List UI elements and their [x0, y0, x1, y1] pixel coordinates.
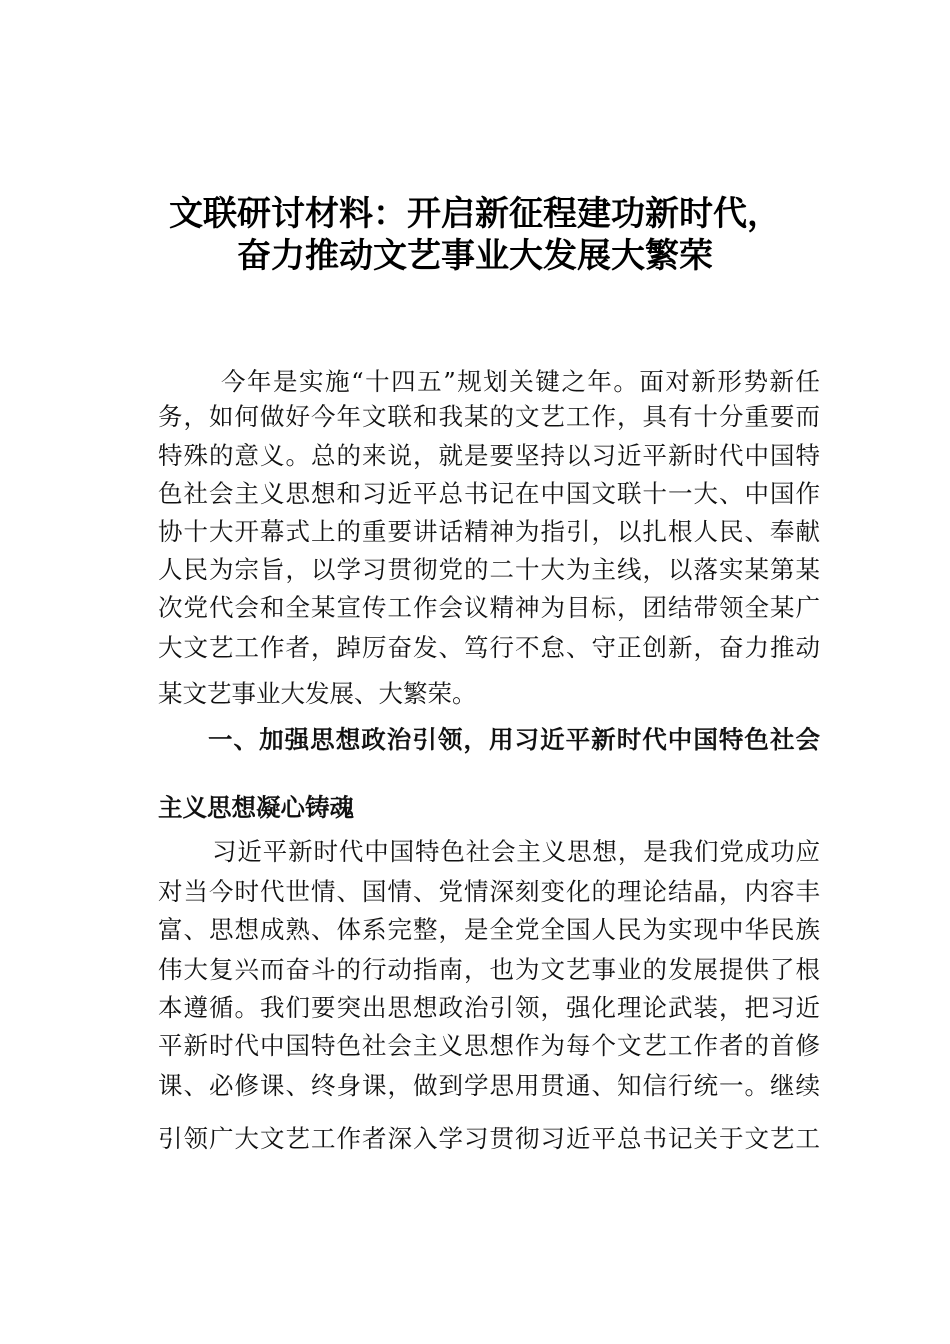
- paragraph-1-line: 务，如何做好今年文联和我某的文艺工作，具有十分重要而: [158, 402, 820, 431]
- paragraph-2-line: 引领广大文艺工作者深入学习贯彻习近平总书记关于文艺工: [158, 1124, 820, 1153]
- paragraph-2-line: 富、思想成熟、体系完整，是全党全国人民为实现中华民族: [158, 915, 820, 944]
- paragraph-2-line: 本遵循。我们要突出思想政治引领，强化理论武装，把习近: [158, 993, 820, 1022]
- paragraph-1-line: 某文艺事业大发展、大繁荣。: [158, 679, 477, 708]
- section-heading-line-1: 一、加强思想政治引领，用习近平新时代中国特色社会: [208, 725, 820, 754]
- paragraph-1-line: 协十大开幕式上的重要讲话精神为指引，以扎根人民、奉献: [158, 517, 820, 546]
- paragraph-1-line: 今年是实施“十四五”规划关键之年。面对新形势新任: [221, 367, 820, 396]
- paragraph-1-line: 大文艺工作者，踔厉奋发、笃行不怠、守正创新，奋力推动: [158, 633, 820, 662]
- paragraph-1-line: 特殊的意义。总的来说，就是要坚持以习近平新时代中国特: [158, 441, 820, 470]
- paragraph-2-line: 伟大复兴而奋斗的行动指南，也为文艺事业的发展提供了根: [158, 955, 820, 984]
- document-title-line-1: 文联研讨材料：开启新征程建功新时代，: [169, 194, 781, 234]
- paragraph-2-line: 习近平新时代中国特色社会主义思想，是我们党成功应: [212, 837, 820, 866]
- document-title-line-2: 奋力推动文艺事业大发展大繁荣: [237, 236, 713, 276]
- paragraph-2-line: 课、必修课、终身课，做到学思用贯通、知信行统一。继续: [158, 1071, 820, 1100]
- paragraph-2-line: 平新时代中国特色社会主义思想作为每个文艺工作者的首修: [158, 1031, 820, 1060]
- section-heading-line-2: 主义思想凝心铸魂: [158, 793, 354, 822]
- paragraph-1-line: 次党代会和全某宣传工作会议精神为目标，团结带领全某广: [158, 593, 820, 622]
- paragraph-1-line: 人民为宗旨，以学习贯彻党的二十大为主线，以落实某第某: [158, 555, 820, 584]
- paragraph-1-line: 色社会主义思想和习近平总书记在中国文联十一大、中国作: [158, 479, 820, 508]
- paragraph-2-line: 对当今时代世情、国情、党情深刻变化的理论结晶，内容丰: [158, 877, 820, 906]
